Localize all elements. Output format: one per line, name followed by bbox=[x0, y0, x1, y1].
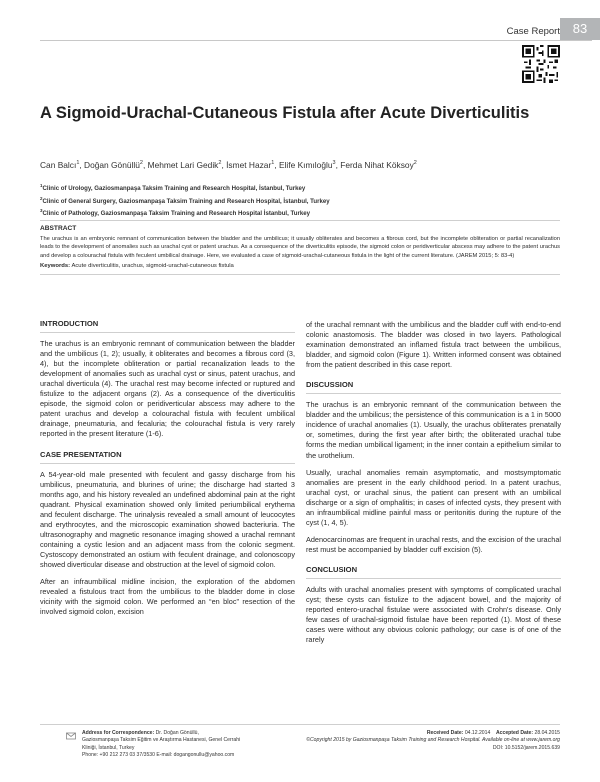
correspondence-institution: Gaziosmanpaşa Taksim Eğitim ve Araştırma Hastanesi, Genel Cerrahi bbox=[82, 737, 241, 744]
author-affiliation-mark: 1 bbox=[76, 160, 80, 167]
section-heading-conclusion: CONCLUSION bbox=[306, 562, 561, 579]
author-affiliation-mark: 2 bbox=[218, 160, 222, 167]
article-type-label: Case Report bbox=[506, 26, 560, 37]
affiliation-mark: 3 bbox=[40, 208, 43, 214]
affiliation-text: Clinic of Pathology, Gaziosmanpaşa Taksim Training and Research Hospital İstanbul, Turkey bbox=[42, 210, 311, 218]
abstract-text: The urachus is an embryonic remnant of communication between the bladder and the umbilicus; it usually obliterates and becomes a fibrous cord, but the incomplete obliteration or partial recanalization leads to the development of anomalies such as urachal cyst or patent urachus. As a consequence of the diverticulitis episode, the sigmoid colon or peridiverticular abscess may adhere to the patent urachus and develop a colourachal fistula with feculent umbilical drainage. Here, we evaluated a case of sigmoid-urachal-cutaneous fistula in the light of the current literature. (JAREM 2015; 5: 83-4) bbox=[40, 236, 560, 259]
author-affiliation-mark: 1 bbox=[271, 160, 275, 167]
author-list: Can Balcı$^1$, Doğan Gönüllü$^2$, Mehmet Lari Gedik$^2$, İsmet Hazar$^1$, Elife Kımıloğlu$^3$, Ferda Nihat Köksoy$^2$ bbox=[40, 160, 417, 170]
left-column bbox=[40, 316, 295, 624]
author-name: İsmet Hazar bbox=[226, 160, 272, 170]
keywords bbox=[40, 263, 560, 269]
affiliation-text: Clinic of Urology, Gaziosmanpaşa Taksim Training and Research Hospital, İstanbul, Turkey bbox=[42, 185, 306, 193]
footer-rule bbox=[40, 724, 560, 725]
correspondence-contact: Phone: +90 212 273 03 37/3530 E-mail: dogangonullu@yahoo.com bbox=[82, 752, 235, 759]
section-heading-case-presentation: CASE PRESENTATION bbox=[40, 447, 295, 464]
page-number: 83 bbox=[560, 18, 600, 40]
affiliation-item bbox=[40, 206, 330, 219]
case-paragraph: After an infraumbilical midline incision, the exploration of the abdomen revealed a fistulous tract from the umbilicus to the bladder dome in close vicinity with the sigmoid colon. We performed an “en bloc” resection of the involved sigmoid colon, excision bbox=[40, 577, 295, 617]
affiliation-list bbox=[40, 181, 330, 219]
case-continuation-paragraph: of the urachal remnant with the umbilicus and the bladder cuff with end-to-end colonic anastomosis. The bladder was closed in two layers. Pathological examination demonstrated an inflamed fistula tract between the umbilicus, bladder, and sigmoid colon (Figure 1). Written informed consent was obtained from the patient described in this case report. bbox=[306, 320, 561, 370]
affiliation-item bbox=[40, 181, 330, 194]
author-affiliation-mark: 2 bbox=[139, 160, 143, 167]
keywords-label: Keywords: bbox=[40, 263, 71, 270]
accepted-date: 28.04.2015 bbox=[534, 730, 560, 736]
introduction-paragraph: The urachus is an embryonic remnant of communication between the bladder and the umbilicus (1, 2); usually, it obliterates and becomes a fibrous cord (3, 4), but the incomplete obliteration or partial recanalization leads to the development of anomalies such as urachal cyst or sinus, patent urachus, and urachal diverticula (4). The urachal rest may become infected or ruptured and fistulize to the adjacent organs (2). As a consequence of the diverticulitis episode, the sigmoid colon or peridiverticular abscess may adhere to the patent urachus and develop a colourachal fistula with feculent umbilical drainage, pneumaturia, and fecaluria; the colourachal fistula is very rarely reported in the present literature (1-6). bbox=[40, 339, 295, 439]
author-affiliation-mark: 3 bbox=[332, 160, 336, 167]
discussion-paragraph: Adenocarcinomas are frequent in urachal rests, and the excision of the urachal rest must be accompanied by bladder cuff excision (5). bbox=[306, 534, 561, 554]
affiliation-mark: 2 bbox=[40, 195, 43, 201]
accepted-label: Accepted Date: bbox=[495, 730, 534, 736]
correspondence-label: Address for Correspondence: bbox=[82, 730, 155, 736]
affiliation-item bbox=[40, 194, 330, 207]
right-column bbox=[306, 320, 561, 652]
author-name: Can Balcı bbox=[40, 160, 77, 170]
author-name: Mehmet Lari Gedik bbox=[147, 160, 219, 170]
doi: DOI: 10.5152/jarem.2015.639 bbox=[492, 744, 560, 751]
header-rule bbox=[40, 40, 592, 41]
discussion-paragraph: The urachus is an embryonic remnant of the communication between the bladder and the umbilicus; the persistence of this communication is a 1 in 5000 incidence of urachal anomalies (1). Usually, the urachus obliterates prenatally or, sometimes, during the first year after birth; the obliterated urachal tube forms the median umbilical ligament; in the inner contain a epithelium similar to the urothelium. bbox=[306, 400, 561, 460]
case-paragraph: A 54-year-old male presented with feculent and gassy discharge from his umbilicus, pneumaturia, and blurines of urine; the discharge had started 3 months ago, and his history revealed an undefined abdominal pain at the right quadrant. Physical examination showed only limited periumbilical erythema and feculent discharge. The urinalysis revealed a small amount of leucocytes and erythrocytes, and the microscopic examination showed bacteriuria. The ultrasonography and magnetic resonance imaging showed a urachal remnant containing a cystic lesion and an adjacent mass from the colonic segment. Cystoscopy demonstrated an ostium with feculent drainage, and colonoscopy showed diverticular disease and obstruction at the level of sigmoid colon. bbox=[40, 469, 295, 569]
author-name: Doğan Gönüllü bbox=[84, 160, 140, 170]
author-name: Elife Kımıloğlu bbox=[278, 160, 333, 170]
author-name: Ferda Nihat Köksoy bbox=[340, 160, 414, 170]
qr-code-icon bbox=[522, 45, 560, 83]
publication-dates bbox=[306, 730, 560, 752]
conclusion-paragraph: Adults with urachal anomalies present with symptoms of complicated urachal cyst; these cysts can fistulize to the adjacent bowel, and the majority of reported entero-urachal fistulae were associated with Crohn's disease. Only few cases of urachal-sigmoid fistulae have been reported (1). Most of these cases were without any obvious colonic pathology; our case is of one of the rarely bbox=[306, 584, 561, 645]
keywords-text: Acute diverticulitis, urachus, sigmoid-urachal-cutaneous fistula bbox=[71, 263, 234, 270]
received-date: 04.12.2014 bbox=[464, 730, 491, 736]
author-affiliation-mark: 2 bbox=[413, 160, 417, 167]
correspondence-name: Dr. Doğan Gönüllü, bbox=[155, 730, 199, 736]
abstract-box bbox=[40, 220, 560, 275]
received-label: Received Date: bbox=[426, 730, 464, 736]
affiliation-text: Clinic of General Surgery, Gaziosmanpaşa Taksim Training and Research Hospital, İstanbul, Turkey bbox=[42, 197, 330, 205]
section-heading-introduction: INTRODUCTION bbox=[40, 316, 295, 333]
discussion-paragraph: Usually, urachal anomalies remain asymptomatic, and mostsymptomatic anomalies are present in the early childhood period. In a patent urachus, urachal cyst, or urachal sinus, the patient can present with an umbilical discharge or a sign of omphalitis; in cases of infected cysts, they present with an infraumbilical midline painful mass or peritonitis during the rupture of the cyst (1, 4, 5). bbox=[306, 467, 561, 527]
copyright-notice: ©Copyright 2015 by Gaziosmanpaşa Taksim Training and Research Hospital. Available on-line at www.jarem.org bbox=[306, 737, 560, 744]
correspondence-address bbox=[82, 730, 240, 760]
section-heading-discussion: DISCUSSION bbox=[306, 377, 561, 394]
article-title: A Sigmoid-Urachal-Cutaneous Fistula after Acute Diverticulitis bbox=[40, 104, 530, 122]
correspondence-city: Kliniği, İstanbul, Turkey bbox=[82, 744, 135, 751]
abstract-heading: ABSTRACT bbox=[40, 225, 77, 232]
envelope-icon bbox=[66, 731, 76, 741]
affiliation-mark: 1 bbox=[40, 183, 43, 188]
